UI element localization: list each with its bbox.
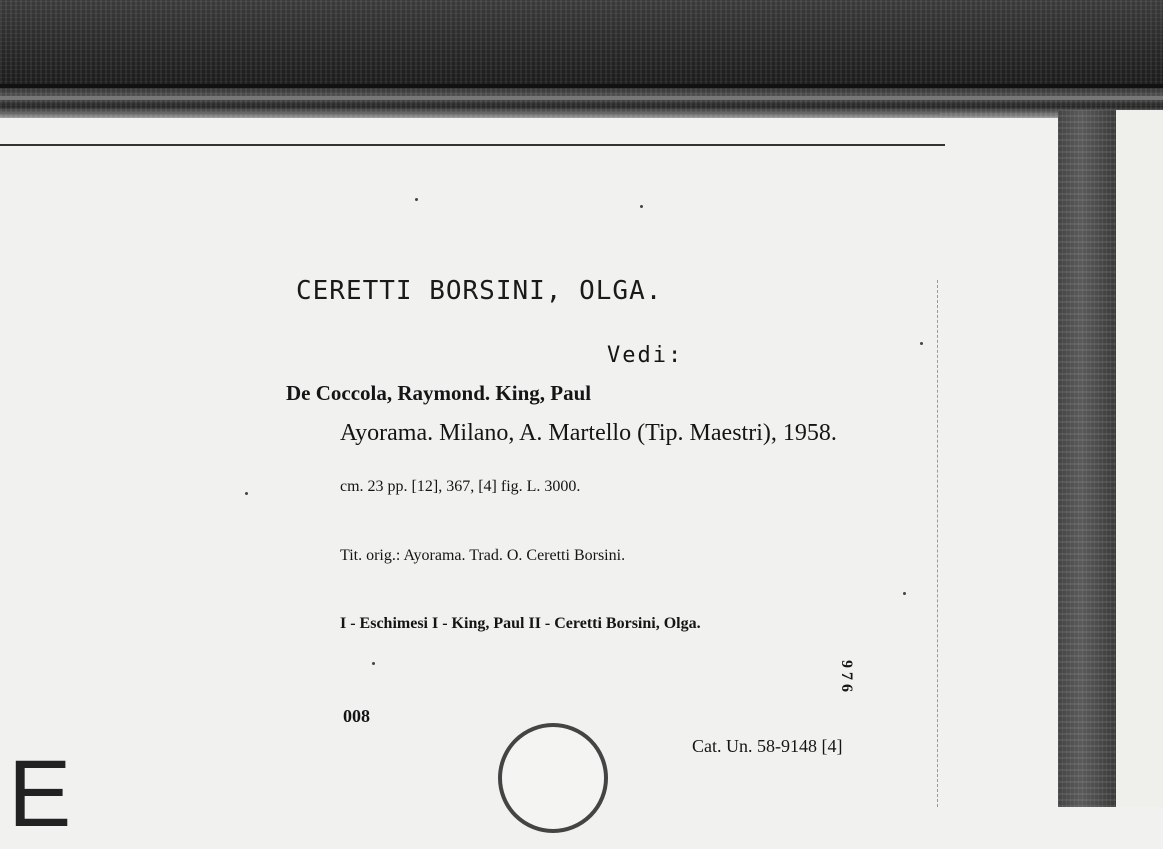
speck	[415, 198, 418, 201]
scanned-right-border	[1058, 110, 1116, 807]
speck	[903, 592, 906, 595]
tracings-line: I - Eschimesi I - King, Paul II - Ceretti Borsini, Olga.	[340, 615, 701, 632]
vertical-number: 976	[838, 660, 855, 696]
speck	[640, 205, 643, 208]
main-entry-heading: De Coccola, Raymond. King, Paul	[286, 381, 592, 405]
card-heading: CERETTI BORSINI, OLGA.	[296, 276, 663, 306]
original-title-note: Tit. orig.: Ayorama. Trad. O. Ceretti Borsini.	[340, 547, 626, 564]
card-inner-edge	[0, 144, 945, 146]
card-right-edge	[937, 280, 939, 807]
card-top-edge	[0, 112, 940, 114]
catalog-number: Cat. Un. 58-9148 [4]	[692, 736, 843, 756]
vertical-number-wrap	[838, 660, 875, 720]
speck	[372, 662, 375, 665]
title-imprint: Ayorama. Milano, A. Martello (Tip. Maestri), 1958.	[340, 420, 837, 446]
collation-line: cm. 23 pp. [12], 367, [4] fig. L. 3000.	[340, 478, 581, 495]
background-letter: E	[8, 741, 72, 847]
speck	[245, 492, 248, 495]
scanned-top-border	[0, 0, 1163, 118]
card-punch-hole	[498, 723, 608, 833]
speck	[920, 342, 923, 345]
class-number: 008	[343, 706, 370, 726]
page-right-margin	[1116, 110, 1163, 807]
see-reference-label: Vedi:	[607, 343, 684, 368]
